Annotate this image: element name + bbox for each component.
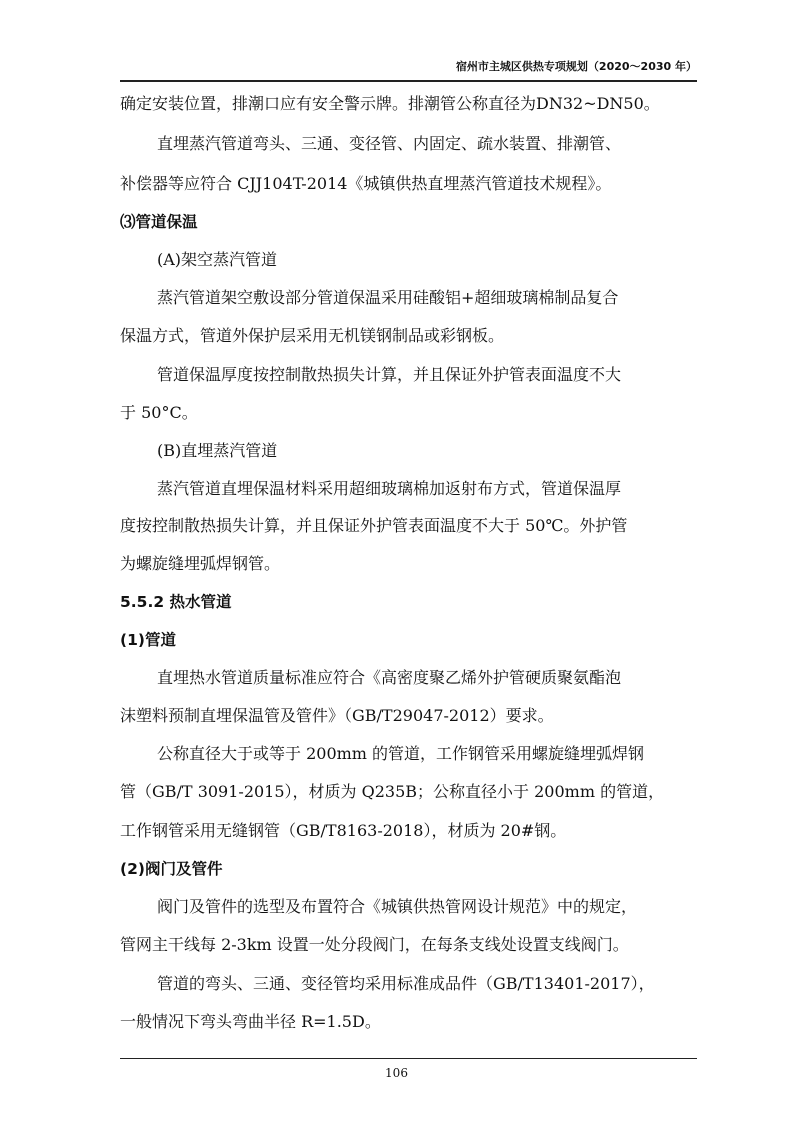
- paragraph-line: 沫塑料预制直埋保温管及管件》（GB/T29047-2012）要求。: [120, 706, 554, 725]
- section-heading: ⑶管道保温: [120, 213, 198, 231]
- header-title: 宿州市主城区供热专项规划（2020～2030 年）: [455, 60, 697, 73]
- paragraph-line: 为螺旋缝埋弧焊钢管。: [120, 554, 281, 573]
- paragraph-line: 蒸汽管道直埋保温材料采用超细玻璃棉加返射布方式，管道保温厚: [157, 479, 622, 498]
- section-heading: (1)管道: [120, 631, 176, 649]
- footer-divider: [120, 1058, 697, 1059]
- paragraph-line: 阀门及管件的选型及布置符合《城镇供热管网设计规范》中的规定，: [157, 897, 638, 916]
- paragraph-line: 于 50°C。: [120, 403, 198, 422]
- paragraph-line: 直埋蒸汽管道弯头、三通、变径管、内固定、疏水装置、排潮管、: [157, 134, 622, 153]
- paragraph-line: 管网主干线每 2-3km 设置一处分段阀门，在每条支线处设置支线阀门。: [120, 935, 629, 954]
- paragraph-line: 一般情况下弯头弯曲半径 R=1.5D。: [120, 1012, 381, 1031]
- paragraph-line: 公称直径大于或等于 200mm 的管道，工作钢管采用螺旋缝埋弧焊钢: [157, 744, 645, 763]
- paragraph-line: 度按控制散热损失计算，并且保证外护管表面温度不大于 50℃。外护管: [120, 516, 628, 535]
- section-heading: 5.5.2 热水管道: [120, 593, 232, 611]
- page-number: 106: [385, 1066, 408, 1080]
- paragraph-line: 管道的弯头、三通、变径管均采用标准成品件（GB/T13401-2017），: [157, 974, 655, 993]
- paragraph-line: 补偿器等应符合 CJJ104T-2014《城镇供热直埋蒸汽管道技术规程》。: [120, 174, 612, 193]
- paragraph-line: 保温方式，管道外保护层采用无机镁钢制品或彩钢板。: [120, 326, 505, 345]
- paragraph-line: 管道保温厚度按控制散热损失计算，并且保证外护管表面温度不大: [157, 365, 622, 384]
- paragraph-line: 直埋热水管道质量标准应符合《高密度聚乙烯外护管硬质聚氨酯泡: [157, 668, 622, 687]
- paragraph-line: 管（GB/T 3091-2015），材质为 Q235B；公称直径小于 200mm 的管道，: [120, 782, 665, 801]
- subsection-label: (B)直埋蒸汽管道: [157, 441, 278, 460]
- paragraph-line: 确定安装位置，排潮口应有安全警示牌。排潮管公称直径为DN32~DN50。: [120, 94, 660, 113]
- page-header: [120, 58, 697, 82]
- subsection-label: (A)架空蒸汽管道: [157, 250, 278, 269]
- paragraph-line: 工作钢管采用无缝钢管（GB/T8163-2018），材质为 20#钢。: [120, 821, 567, 840]
- section-heading: (2)阀门及管件: [120, 860, 223, 878]
- paragraph-line: 蒸汽管道架空敷设部分管道保温采用硅酸铝+超细玻璃棉制品复合: [157, 288, 619, 307]
